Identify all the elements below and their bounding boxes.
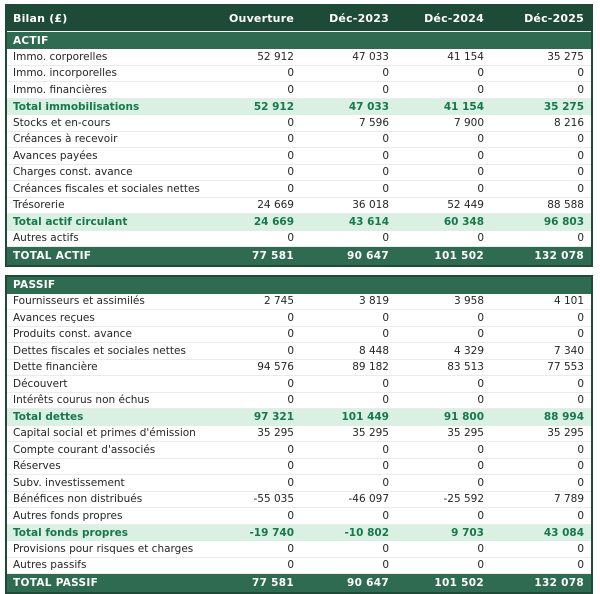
cell-value: 0 — [477, 232, 484, 245]
section-header-label: PASSIF — [13, 279, 56, 291]
cell-value: 35 275 — [543, 100, 584, 113]
cell-value: 7 596 — [358, 116, 389, 129]
cell-value: 0 — [577, 311, 584, 324]
cell-value: 0 — [287, 443, 294, 456]
cell-value: 41 154 — [447, 50, 484, 63]
cell-value: 132 078 — [534, 249, 584, 262]
cell-value: 52 912 — [257, 50, 294, 63]
cell-value: 88 994 — [543, 411, 584, 424]
table-row — [7, 132, 591, 149]
cell-value: 0 — [477, 149, 484, 162]
row-label: Compte courant d'associés — [13, 443, 156, 456]
cell-value: 35 275 — [547, 50, 584, 63]
cell-value: 94 576 — [257, 361, 294, 374]
row-label: Trésorerie — [13, 199, 65, 212]
cell-value: 0 — [577, 133, 584, 146]
table-row — [7, 492, 591, 509]
actif-section-body — [7, 32, 591, 265]
subtotal-row — [7, 99, 591, 116]
row-label: Total fonds propres — [13, 526, 128, 539]
cell-value: 0 — [477, 476, 484, 489]
cell-value: 0 — [477, 67, 484, 80]
cell-value: 0 — [577, 232, 584, 245]
cell-value: 0 — [287, 166, 294, 179]
row-label: Total actif circulant — [13, 216, 128, 229]
cell-value: 0 — [477, 509, 484, 522]
table-row — [7, 82, 591, 99]
grand-total-label: TOTAL ACTIF — [13, 249, 92, 262]
cell-value: 0 — [477, 443, 484, 456]
cell-value: 7 900 — [453, 116, 484, 129]
cell-value: 0 — [577, 182, 584, 195]
cell-value: 0 — [382, 509, 389, 522]
row-label: Autres actifs — [13, 232, 79, 245]
cell-value: 0 — [577, 67, 584, 80]
table-row — [7, 393, 591, 410]
cell-value: 7 789 — [553, 493, 584, 506]
cell-value: 0 — [287, 559, 294, 572]
row-label: Stocks et en-cours — [13, 116, 111, 129]
table-row — [7, 231, 591, 248]
cell-value: 0 — [477, 460, 484, 473]
cell-value: 0 — [287, 83, 294, 96]
row-label: Total dettes — [13, 411, 84, 424]
cell-value: 3 819 — [358, 295, 389, 308]
cell-value: 77 553 — [547, 361, 584, 374]
table-row — [7, 294, 591, 311]
cell-value: 0 — [477, 559, 484, 572]
cell-value: 0 — [287, 394, 294, 407]
cell-value: 4 101 — [553, 295, 584, 308]
cell-value: -46 097 — [348, 493, 389, 506]
cell-value: 8 216 — [553, 116, 584, 129]
cell-value: 0 — [287, 542, 294, 555]
cell-value: 0 — [577, 377, 584, 390]
table-row — [7, 475, 591, 492]
cell-value: 0 — [477, 394, 484, 407]
table-title: Bilan (£) — [13, 12, 68, 25]
row-label: Découvert — [13, 377, 68, 390]
cell-value: 0 — [477, 83, 484, 96]
cell-value: 91 800 — [443, 411, 484, 424]
cell-value: -10 802 — [344, 526, 389, 539]
cell-value: 0 — [477, 542, 484, 555]
table-row — [7, 541, 591, 558]
table-row — [7, 198, 591, 215]
row-label: Créances à recevoir — [13, 133, 118, 146]
subtotal-row — [7, 214, 591, 231]
cell-value: 0 — [382, 149, 389, 162]
cell-value: 35 295 — [547, 427, 584, 440]
cell-value: 77 581 — [252, 249, 294, 262]
column-header-ouverture: Ouverture — [228, 12, 294, 25]
cell-value: 0 — [577, 509, 584, 522]
row-label: Immo. corporelles — [13, 50, 108, 63]
grand-total-label: TOTAL PASSIF — [13, 576, 99, 589]
cell-value: 90 647 — [347, 576, 389, 589]
column-header-dec-2024: Déc-2024 — [424, 12, 484, 25]
cell-value: 8 448 — [358, 344, 389, 357]
table-row — [7, 165, 591, 182]
cell-value: 0 — [287, 328, 294, 341]
row-label: Immo. incorporelles — [13, 67, 117, 80]
subtotal-row — [7, 409, 591, 426]
cell-value: 47 033 — [352, 50, 389, 63]
cell-value: 88 588 — [547, 199, 584, 212]
table-row — [7, 360, 591, 377]
cell-value: 35 295 — [447, 427, 484, 440]
cell-value: 3 958 — [453, 295, 484, 308]
cell-value: 52 912 — [253, 100, 294, 113]
cell-value: 0 — [287, 182, 294, 195]
cell-value: -19 740 — [249, 526, 294, 539]
cell-value: 96 803 — [543, 216, 584, 229]
cell-value: 0 — [382, 377, 389, 390]
row-label: Charges const. avance — [13, 166, 133, 179]
section-header-label: ACTIF — [13, 34, 49, 47]
cell-value: 35 295 — [352, 427, 389, 440]
row-label: Réserves — [13, 460, 61, 473]
section-header-actif — [7, 32, 591, 49]
cell-value: 0 — [287, 460, 294, 473]
table-row — [7, 327, 591, 344]
table-row — [7, 459, 591, 476]
cell-value: 0 — [287, 67, 294, 80]
cell-value: 101 449 — [341, 411, 389, 424]
cell-value: 0 — [287, 377, 294, 390]
cell-value: 97 321 — [253, 411, 294, 424]
cell-value: 4 329 — [453, 344, 484, 357]
table-row — [7, 343, 591, 360]
passif-section-body — [7, 277, 591, 592]
table-row — [7, 115, 591, 132]
row-label: Produits const. avance — [13, 328, 132, 341]
cell-value: 0 — [577, 460, 584, 473]
cell-value: 0 — [287, 344, 294, 357]
cell-value: 9 703 — [451, 526, 484, 539]
cell-value: 0 — [382, 476, 389, 489]
cell-value: 0 — [287, 509, 294, 522]
cell-value: 0 — [382, 443, 389, 456]
row-label: Provisions pour risques et charges — [13, 542, 194, 555]
cell-value: 90 647 — [347, 249, 389, 262]
column-header-dec-2025: Déc-2025 — [524, 12, 584, 25]
table-row — [7, 49, 591, 66]
row-label: Dette financière — [13, 361, 98, 374]
cell-value: 0 — [382, 394, 389, 407]
actif-table — [5, 4, 593, 267]
cell-value: 0 — [382, 542, 389, 555]
row-label: Subv. investissement — [13, 476, 125, 489]
cell-value: 43 614 — [348, 216, 389, 229]
table-row — [7, 376, 591, 393]
cell-value: 0 — [577, 542, 584, 555]
cell-value: 52 449 — [447, 199, 484, 212]
row-label: Autres passifs — [13, 559, 87, 572]
cell-value: 0 — [477, 328, 484, 341]
cell-value: 0 — [577, 328, 584, 341]
cell-value: 0 — [287, 133, 294, 146]
cell-value: 0 — [382, 559, 389, 572]
table-row — [7, 181, 591, 198]
row-label: Dettes fiscales et sociales nettes — [13, 344, 186, 357]
cell-value: 0 — [477, 133, 484, 146]
cell-value: 0 — [382, 133, 389, 146]
cell-value: 101 502 — [434, 576, 484, 589]
cell-value: 0 — [287, 149, 294, 162]
cell-value: 7 340 — [553, 344, 584, 357]
cell-value: 0 — [577, 149, 584, 162]
cell-value: 0 — [577, 83, 584, 96]
cell-value: 36 018 — [352, 199, 389, 212]
cell-value: 24 669 — [257, 199, 294, 212]
table-row — [7, 442, 591, 459]
row-label: Fournisseurs et assimilés — [13, 295, 145, 308]
row-label: Créances fiscales et sociales nettes — [13, 182, 200, 195]
table-row — [7, 508, 591, 525]
table-row — [7, 148, 591, 165]
cell-value: 77 581 — [252, 576, 294, 589]
table-header-row — [7, 6, 591, 32]
row-label: Total immobilisations — [13, 100, 140, 113]
cell-value: 132 078 — [534, 576, 584, 589]
table-row — [7, 66, 591, 83]
table-row — [7, 310, 591, 327]
cell-value: 35 295 — [257, 427, 294, 440]
cell-value: 60 348 — [443, 216, 484, 229]
cell-value: 0 — [477, 182, 484, 195]
cell-value: 0 — [382, 166, 389, 179]
table-row — [7, 426, 591, 443]
row-label: Avances payées — [13, 149, 98, 162]
cell-value: 0 — [382, 67, 389, 80]
row-label: Autres fonds propres — [13, 509, 123, 522]
cell-value: 0 — [477, 311, 484, 324]
cell-value: 0 — [382, 83, 389, 96]
cell-value: 0 — [577, 394, 584, 407]
cell-value: 0 — [287, 311, 294, 324]
cell-value: 41 154 — [443, 100, 484, 113]
table-row — [7, 558, 591, 575]
row-label: Bénéfices non distribués — [13, 493, 143, 506]
cell-value: 83 513 — [447, 361, 484, 374]
cell-value: 2 745 — [263, 295, 294, 308]
cell-value: 47 033 — [348, 100, 389, 113]
cell-value: 0 — [382, 182, 389, 195]
grand-total-row-actif — [7, 247, 591, 265]
cell-value: 0 — [577, 476, 584, 489]
cell-value: 0 — [477, 166, 484, 179]
cell-value: 101 502 — [434, 249, 484, 262]
grand-total-row-passif — [7, 574, 591, 592]
cell-value: 89 182 — [352, 361, 389, 374]
row-label: Avances reçues — [13, 311, 95, 324]
cell-value: 0 — [382, 232, 389, 245]
subtotal-row — [7, 525, 591, 542]
cell-value: -25 592 — [443, 493, 484, 506]
cell-value: 0 — [382, 460, 389, 473]
cell-value: -55 035 — [253, 493, 294, 506]
cell-value: 0 — [382, 311, 389, 324]
cell-value: 0 — [577, 166, 584, 179]
cell-value: 0 — [287, 116, 294, 129]
cell-value: 24 669 — [253, 216, 294, 229]
cell-value: 43 084 — [543, 526, 584, 539]
cell-value: 0 — [382, 328, 389, 341]
row-label: Intérêts courus non échus — [13, 394, 150, 407]
cell-value: 0 — [287, 476, 294, 489]
passif-table — [5, 275, 593, 594]
cell-value: 0 — [477, 377, 484, 390]
cell-value: 0 — [287, 232, 294, 245]
row-label: Immo. financières — [13, 83, 107, 96]
cell-value: 0 — [577, 443, 584, 456]
column-header-dec-2023: Déc-2023 — [329, 12, 389, 25]
section-header-passif — [7, 277, 591, 294]
row-label: Capital social et primes d'émission — [13, 427, 196, 440]
cell-value: 0 — [577, 559, 584, 572]
